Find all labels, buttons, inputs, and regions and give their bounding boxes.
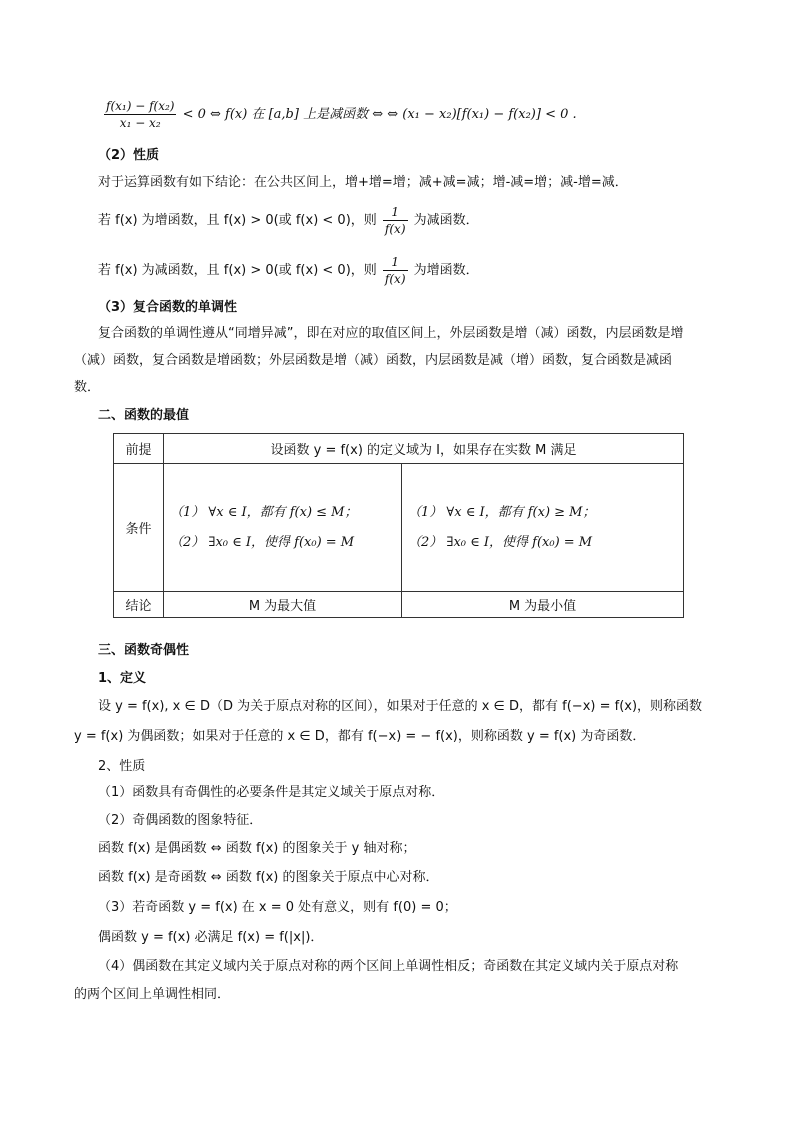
- monotonic-decrease-criterion: [102, 98, 577, 131]
- property-line-2-end: 为减函数．: [413, 213, 479, 228]
- parity-property-2a: 函数 f(x) 是偶函数 ⇔ 函数 f(x) 的图象关于 y 轴对称；: [98, 841, 416, 856]
- composite-line-2: （减）函数，复合函数是增函数；外层函数是增（减）函数，内层函数是减（增）函数，复合函数是减函: [74, 353, 673, 368]
- parity-property-2b: 函数 f(x) 是奇函数 ⇔ 函数 f(x) 的图象关于原点中心对称．: [98, 870, 439, 885]
- extremum-table: [113, 433, 684, 618]
- parity-heading: 三、函数奇偶性: [98, 643, 190, 658]
- condition-label: 条件: [114, 464, 164, 591]
- difference-quotient-denominator: x₁ − x₂: [119, 116, 161, 130]
- difference-quotient-numerator: f(x₁) − f(x₂): [106, 99, 175, 113]
- parity-property-4a: （4）偶函数在其定义域内关于原点对称的两个区间上单调性相反；奇函数在其定义域内关于原点对称: [98, 959, 679, 974]
- reciprocal-denominator: f(x): [384, 222, 406, 236]
- max-condition-2: （2） ∃x₀ ∈ I，使得 f(x₀) = M: [170, 534, 355, 550]
- parity-property-3: （3）若奇函数 y = f(x) 在 x = 0 处有意义，则有 f(0) = 0；: [98, 900, 457, 915]
- property-line-3-end: 为增函数．: [413, 263, 479, 278]
- property-line-1: 对于运算函数有如下结论：在公共区间上，增+增=增；减+减=减；增-减=增；减-增=减．: [98, 175, 628, 190]
- reciprocal-numerator: 1: [383, 204, 408, 221]
- property-line-3-text: 若 f(x) 为减函数，且 f(x) > 0(或 f(x) < 0)，则: [98, 263, 377, 278]
- parity-property-3b: 偶函数 y = f(x) 必满足 f(x) = f(|x|)．: [98, 930, 324, 945]
- min-conditions: [402, 464, 684, 591]
- composite-line-1: 复合函数的单调性遵从“同增异减”，即在对应的取值区间上，外层函数是增（减）函数，内层函数是增: [98, 326, 684, 341]
- definition-heading: 1、定义: [98, 671, 147, 686]
- max-conditions: [164, 464, 402, 591]
- definition-line-2: y = f(x) 为偶函数；如果对于任意的 x ∈ D，都有 f(−x) = − f(x)，则称函数 y = f(x) 为奇函数．: [74, 729, 646, 744]
- reciprocal-denominator: f(x): [384, 272, 406, 286]
- max-condition-1: （1） ∀x ∈ I，都有 f(x) ≤ M；: [170, 504, 358, 520]
- extremum-heading: 二、函数的最值: [98, 408, 190, 423]
- composite-line-3: 数．: [74, 380, 101, 395]
- conclusion-label: 结论: [114, 591, 164, 617]
- premise-text: 设函数 y = f(x) 的定义域为 I，如果存在实数 M 满足: [164, 434, 684, 464]
- parity-property-heading: 2、性质: [98, 759, 146, 774]
- property-line-2: [98, 204, 479, 237]
- reciprocal-fraction: [383, 204, 408, 237]
- min-conclusion: M 为最小值: [402, 591, 684, 617]
- min-condition-1: （1） ∀x ∈ I，都有 f(x) ≥ M；: [408, 504, 596, 520]
- premise-label: 前提: [114, 434, 164, 464]
- property-line-3: [98, 254, 479, 287]
- reciprocal-fraction: [383, 254, 408, 287]
- composite-heading: （3）复合函数的单调性: [98, 300, 238, 315]
- property-line-2-text: 若 f(x) 为增函数，且 f(x) > 0(或 f(x) < 0)，则: [98, 213, 377, 228]
- property-heading: （2）性质: [98, 148, 160, 163]
- max-conclusion: M 为最大值: [164, 591, 402, 617]
- parity-property-4b: 的两个区间上单调性相同．: [74, 987, 231, 1002]
- definition-line-1: 设 y = f(x), x ∈ D（D 为关于原点对称的区间），如果对于任意的 x ∈ D，都有 f(−x) = f(x)，则称函数: [98, 699, 703, 714]
- parity-property-2: （2）奇偶函数的图象特征．: [98, 813, 263, 828]
- min-condition-2: （2） ∃x₀ ∈ I，使得 f(x₀) = M: [408, 534, 593, 550]
- reciprocal-numerator: 1: [383, 254, 408, 271]
- difference-quotient: [104, 98, 176, 131]
- parity-property-1: （1）函数具有奇偶性的必要条件是其定义域关于原点对称．: [98, 785, 445, 800]
- criterion-text: < 0 ⇔ f(x) 在 [a,b] 上是减函数 ⇔ ⇔ (x₁ − x₂)[f(x₁) − f(x₂)] < 0 .: [182, 107, 577, 122]
